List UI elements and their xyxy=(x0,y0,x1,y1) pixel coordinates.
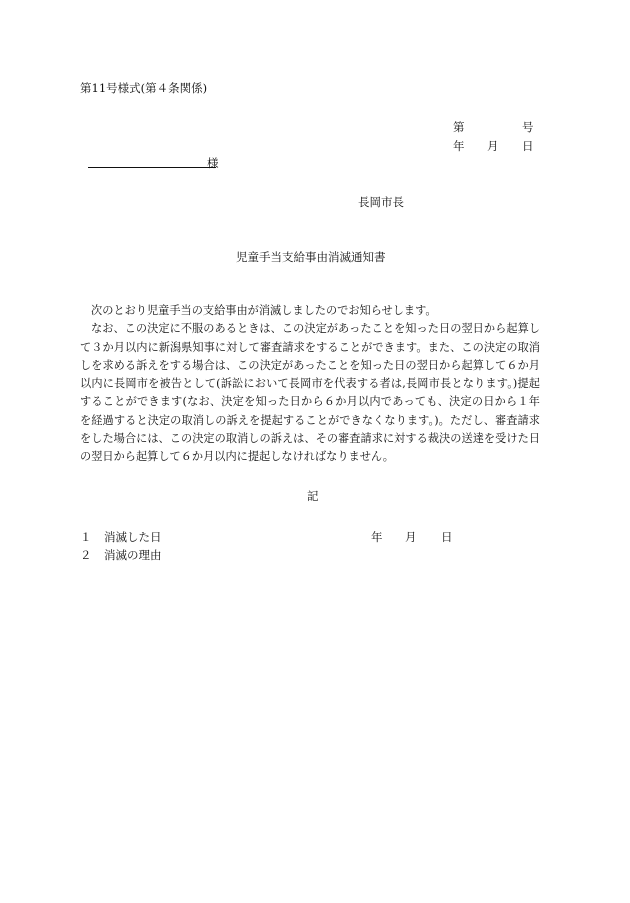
addressee-honorific: 様 xyxy=(207,156,219,170)
addressee-name-line xyxy=(88,167,216,168)
item-label: 消滅した日 xyxy=(104,530,162,544)
item-date-month: 月 xyxy=(405,530,417,544)
doc-number-suffix: 号 xyxy=(522,120,534,134)
body-text xyxy=(80,302,540,467)
document-title: 児童手当支給事由消滅通知書 xyxy=(236,250,386,264)
ki-heading: 記 xyxy=(307,489,319,503)
item-date-year: 年 xyxy=(371,530,383,544)
item-label: 消滅の理由 xyxy=(104,548,162,562)
doc-number-prefix: 第 xyxy=(453,120,465,134)
body-paragraph-2: なお、この決定に不服のあるときは、この決定があったことを知った日の翌日から起算して３か月以内に新潟県知事に対して審査請求をすることができます。また、この決定の取消しを求める訴えをする場合は、この決定があったことを知った日の翌日から起算して６か月以内に長岡市を被告として(訴訟において長岡市を代表する者は,長岡市長となります。)提起することができます(なお、決定を知った日から６か月以内であっても、決定の日から１年を経過すると決定の取消しの訴えを提起することができなくなります。)。ただし、審査請求をした場合には、この決定の取消しの訴えは、その審査請求に対する裁決の送達を受けた日の翌日から起算して６か月以内に提起しなければなりません。 xyxy=(80,322,540,464)
item-number: ２ xyxy=(80,548,92,562)
date-year: 年 xyxy=(453,139,465,153)
item-date-day: 日 xyxy=(441,530,453,544)
issuer: 長岡市長 xyxy=(358,195,404,209)
item-number: １ xyxy=(80,530,92,544)
date-day: 日 xyxy=(522,139,534,153)
body-paragraph-1: 次のとおり児童手当の支給事由が消滅しましたのでお知らせします。 xyxy=(91,304,437,317)
date-month: 月 xyxy=(487,139,499,153)
form-label: 第11号様式(第４条関係) xyxy=(80,81,208,95)
